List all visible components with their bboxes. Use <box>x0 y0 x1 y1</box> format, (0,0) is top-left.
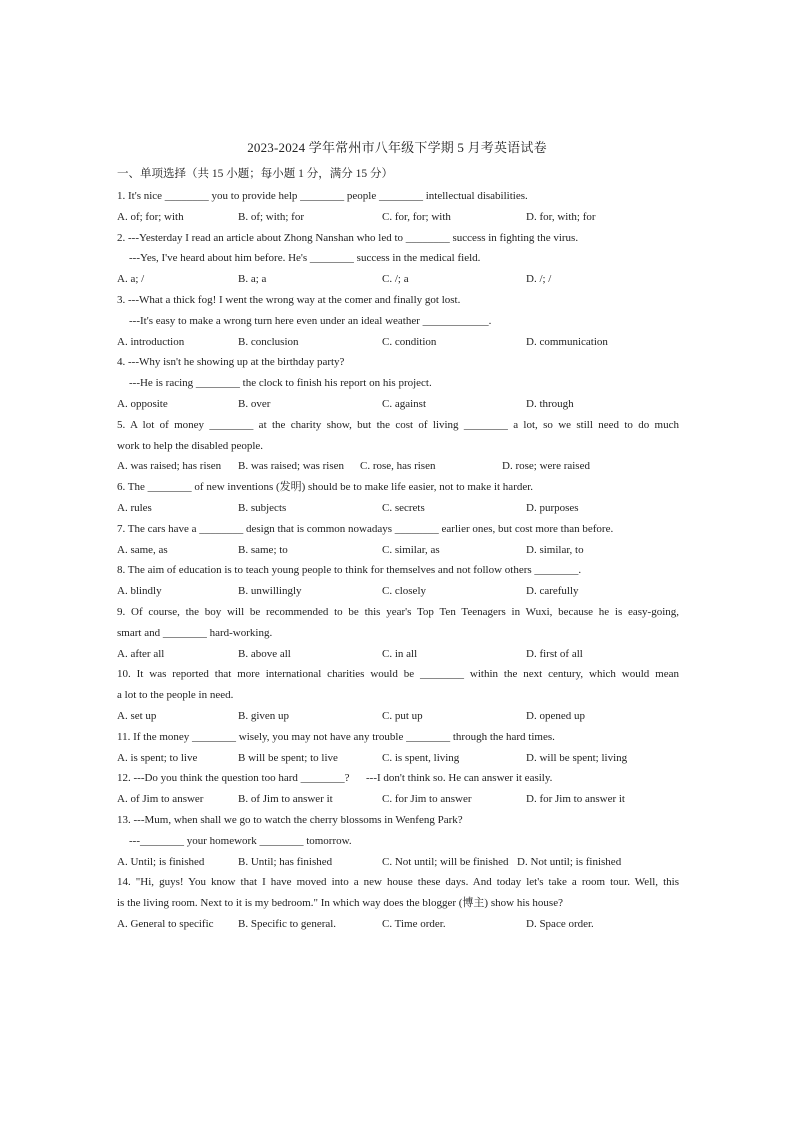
option-c: C. /; a <box>382 273 409 286</box>
option-c: C. similar, as <box>382 543 440 556</box>
question-stem-continued: a lot to the people in need. <box>117 689 234 702</box>
option-a: A. set up <box>117 709 157 722</box>
question-stem-continued: ---It's easy to make a wrong turn here even under an ideal weather ____________. <box>129 314 492 327</box>
option-b: B. same; to <box>238 543 288 556</box>
option-a: A. of Jim to answer <box>117 793 204 806</box>
option-c: C. against <box>382 397 426 410</box>
question-7 <box>117 519 679 561</box>
option-d: D. through <box>526 397 574 410</box>
question-stem: 3. ---What a thick fog! I went the wrong way at the comer and finally got lost. <box>117 293 461 306</box>
option-d: D. will be spent; living <box>526 751 628 764</box>
option-a: A. introduction <box>117 335 185 348</box>
question-12 <box>117 768 679 810</box>
page-title: 2023-2024 学年常州市八年级下学期 5 月考英语试卷 <box>247 140 547 155</box>
option-d: D. communication <box>526 335 608 348</box>
option-d: D. for Jim to answer it <box>526 793 625 806</box>
question-4 <box>117 352 679 414</box>
option-d: D. purposes <box>526 501 579 514</box>
question-stem: 10. It was reported that more international charities would be ________ within the next century, which would mean <box>117 668 679 681</box>
option-b: B. subjects <box>238 501 287 514</box>
option-c: C. put up <box>382 709 423 722</box>
option-b: B. conclusion <box>238 335 299 348</box>
option-row <box>117 269 679 290</box>
option-c: C. Time order. <box>382 917 446 930</box>
option-a: A. opposite <box>117 397 168 410</box>
option-c: C. for Jim to answer <box>382 793 472 806</box>
question-stem: 2. ---Yesterday I read an article about Zhong Nanshan who led to ________ success in fighting the virus. <box>117 231 579 244</box>
question-stem-continued: ---________ your homework ________ tomorrow. <box>129 834 352 847</box>
question-6 <box>117 477 679 519</box>
option-b: B. above all <box>238 647 291 660</box>
option-a: A. is spent; to live <box>117 751 198 764</box>
question-11 <box>117 727 679 769</box>
option-row <box>117 852 679 873</box>
option-d: D. /; / <box>526 273 552 286</box>
option-row <box>117 914 679 935</box>
option-a: A. of; for; with <box>117 210 184 223</box>
option-d: D. similar, to <box>526 543 584 556</box>
option-a: A. after all <box>117 647 165 660</box>
question-stem-continued: ---He is racing ________ the clock to finish his report on his project. <box>129 377 432 390</box>
option-b: B will be spent; to live <box>238 751 338 764</box>
question-stem-continued: smart and ________ hard-working. <box>117 626 273 639</box>
question-stem: 1. It's nice ________ you to provide help ________ people ________ intellectual disabilities. <box>117 190 528 202</box>
option-b: B. unwillingly <box>238 585 302 598</box>
option-row <box>117 332 679 353</box>
question-stem: 12. ---Do you think the question too hard ________? ---I don't think so. He can answer it easily. <box>117 772 553 785</box>
option-row <box>117 498 679 519</box>
option-row <box>117 644 679 665</box>
option-d: D. carefully <box>526 585 579 598</box>
option-a: A. a; / <box>117 273 145 286</box>
option-c: C. closely <box>382 585 426 598</box>
option-b: B. a; a <box>238 273 267 286</box>
question-list <box>117 186 679 935</box>
option-a: A. rules <box>117 501 152 514</box>
option-d: D. for, with; for <box>526 210 596 223</box>
question-stem: 6. The ________ of new inventions (发明) should be to make life easier, not to make it harder. <box>117 481 534 494</box>
question-9 <box>117 602 679 664</box>
option-a: A. same, as <box>117 543 168 556</box>
option-b: B. over <box>238 397 271 410</box>
question-stem: 9. Of course, the boy will be recommended to be this year's Top Ten Teenagers in Wuxi, because he is easy-going, <box>117 605 679 618</box>
option-c: C. rose, has risen <box>360 460 436 473</box>
option-row <box>117 540 679 561</box>
option-row <box>117 581 679 602</box>
option-row <box>117 706 679 727</box>
question-8 <box>117 560 679 602</box>
option-a: A. was raised; has risen <box>117 460 222 473</box>
question-stem: 7. The cars have a ________ design that is common nowadays ________ earlier ones, but cost more than before. <box>117 522 614 535</box>
option-row <box>117 789 679 810</box>
option-b: B. Specific to general. <box>238 917 337 930</box>
option-c: C. is spent, living <box>382 751 460 764</box>
question-stem: 8. The aim of education is to teach young people to think for themselves and not follow others ________. <box>117 564 582 577</box>
question-5 <box>117 415 679 477</box>
option-c: C. secrets <box>382 501 425 514</box>
question-stem: 13. ---Mum, when shall we go to watch the cherry blossoms in Wenfeng Park? <box>117 813 463 826</box>
option-row <box>117 207 679 228</box>
question-stem-continued: work to help the disabled people. <box>117 439 264 452</box>
option-b: B. Until; has finished <box>238 855 333 868</box>
option-b: B. of Jim to answer it <box>238 793 333 806</box>
question-stem: 4. ---Why isn't he showing up at the birthday party? <box>117 356 345 369</box>
option-b: B. given up <box>238 709 290 722</box>
option-a: A. Until; is finished <box>117 855 205 868</box>
option-d: D. Not until; is finished <box>517 855 622 868</box>
option-d: D. rose; were raised <box>502 460 590 473</box>
option-a: A. blindly <box>117 585 162 598</box>
question-stem-continued: ---Yes, I've heard about him before. He's ________ success in the medical field. <box>129 252 481 265</box>
option-d: D. first of all <box>526 647 583 660</box>
question-stem: 14. "Hi, guys! You know that I have moved into a new house these days. And today let's take a room tour. Well, this <box>117 876 679 889</box>
option-c: C. Not until; will be finished <box>382 855 509 868</box>
question-2 <box>117 228 679 290</box>
option-row <box>117 748 679 769</box>
option-c: C. for, for; with <box>382 210 451 223</box>
option-c: C. in all <box>382 647 418 660</box>
option-b: B. was raised; was risen <box>238 460 345 473</box>
option-row <box>117 456 679 477</box>
question-3 <box>117 290 679 352</box>
option-row <box>117 394 679 415</box>
option-b: B. of; with; for <box>238 210 304 223</box>
question-1 <box>117 186 679 228</box>
question-stem-continued: is the living room. Next to it is my bedroom." In which way does the blogger (博主) show his house? <box>117 897 563 910</box>
option-d: D. opened up <box>526 709 585 722</box>
option-a: A. General to specific <box>117 917 214 930</box>
option-d: D. Space order. <box>526 917 594 930</box>
question-14 <box>117 872 679 934</box>
option-c: C. condition <box>382 335 437 348</box>
question-10 <box>117 664 679 726</box>
question-13 <box>117 810 679 872</box>
question-stem: 11. If the money ________ wisely, you may not have any trouble ________ through the hard times. <box>117 730 555 743</box>
section-heading: 一、单项选择（共 15 小题；每小题 1 分，满分 15 分） <box>117 168 393 180</box>
question-stem: 5. A lot of money ________ at the charity show, but the cost of living ________ a lot, so we still need to do much <box>117 418 679 431</box>
